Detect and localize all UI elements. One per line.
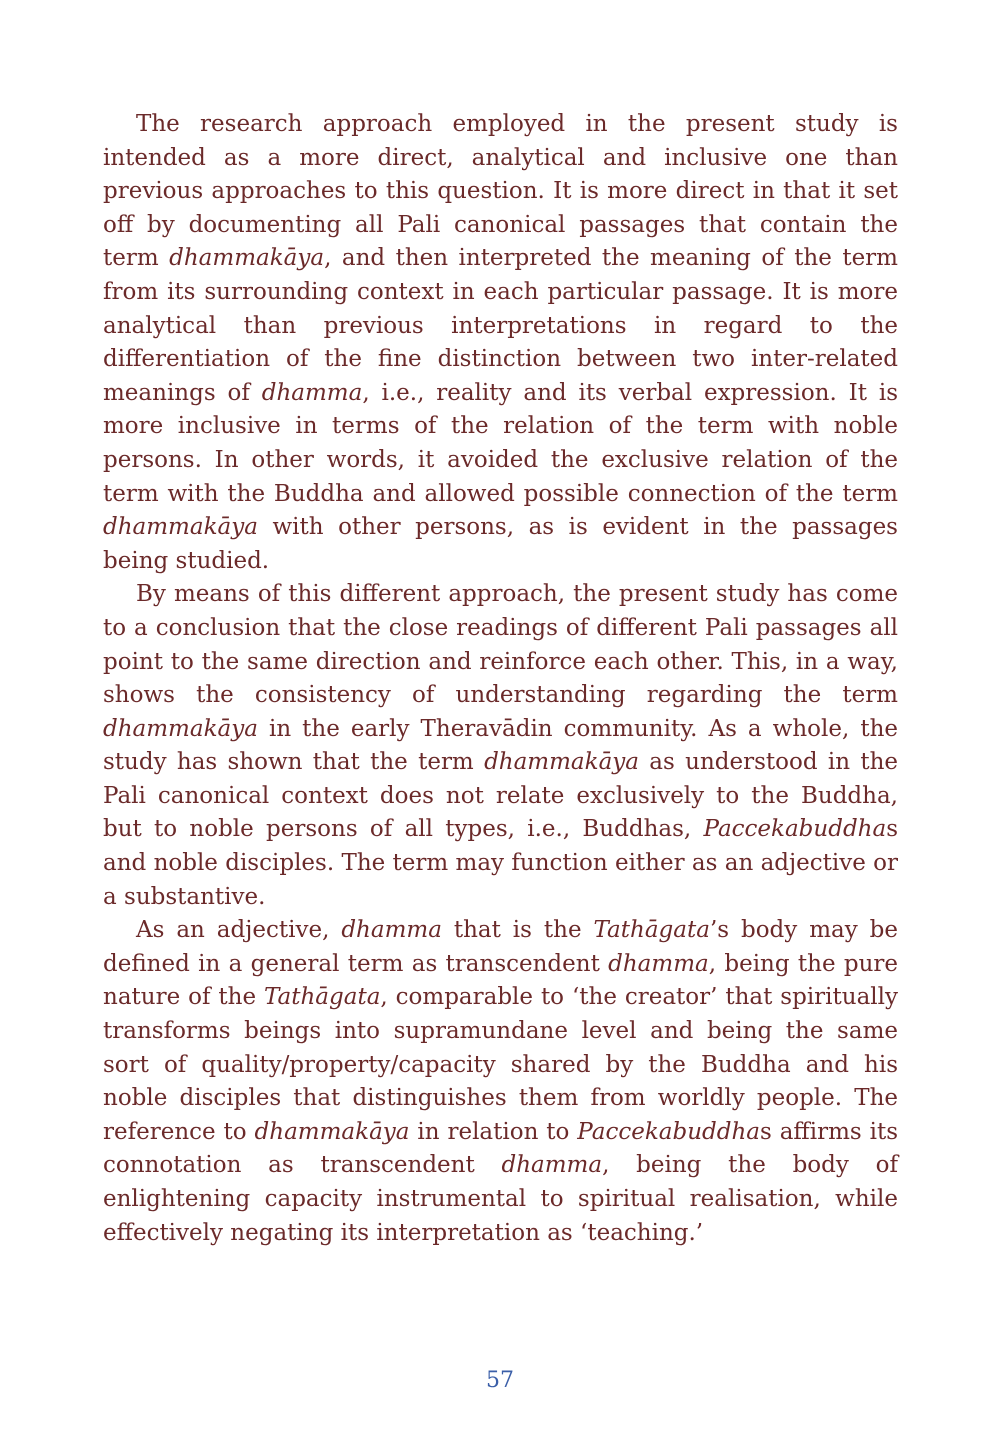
paragraph-1 bbox=[103, 108, 898, 578]
paragraph-3 bbox=[103, 914, 898, 1250]
text-run: , i.e., reality and its verbal expression. It is more inclusive in terms of the relation of the term with noble persons. In other words, it avoided the exclusive relation of the term with the Buddha and allowed possible connection of the term bbox=[103, 379, 899, 507]
text-run: , comparable to ‘the creator’ that spiritually transforms beings into supramundane level and being the same sort of quality/property/capacity shared by the Buddha and his noble disciples that distinguishes them from worldly people. The reference to bbox=[103, 984, 898, 1145]
text-run: The research approach employed in the present study is intended as a more direct, analytical and inclusive one than previous approaches to this question. It is more direct in that it set off by documenting all Pali canonical passages that contain the term bbox=[103, 111, 898, 272]
italic-term: Paccekabuddha bbox=[703, 816, 887, 843]
page-number: 57 bbox=[486, 1368, 514, 1393]
text-run: , being the body of enlightening capacity instrumental to spiritual realisation, while effectively negating its interpretation as ‘teaching.’ bbox=[103, 1152, 898, 1246]
italic-term: Tathāgata bbox=[263, 984, 381, 1011]
text-run: s and noble disciples. The term may function either as an adjective or a substantive. bbox=[103, 816, 898, 910]
body-text bbox=[103, 108, 898, 1250]
text-run: with other persons, as is evident in the passages being studied. bbox=[103, 514, 898, 574]
text-run: As an adjective, bbox=[136, 917, 342, 944]
italic-term: dhammakāya bbox=[254, 1118, 410, 1145]
italic-term: dhamma bbox=[261, 379, 363, 406]
italic-term: dhamma bbox=[608, 950, 709, 977]
italic-term: dhammakāya bbox=[484, 749, 639, 776]
italic-term: Paccekabuddha bbox=[577, 1118, 760, 1145]
paragraph-2 bbox=[103, 578, 898, 914]
italic-term: dhamma bbox=[501, 1152, 603, 1179]
text-run: ’s body may be defined in a general term as transcendent bbox=[103, 917, 898, 977]
italic-term: Tathāgata bbox=[593, 917, 710, 944]
italic-term: dhammakāya bbox=[169, 245, 325, 272]
text-run: in relation to bbox=[409, 1118, 578, 1145]
text-run: s affirms its connotation as transcendent bbox=[103, 1118, 899, 1179]
text-run: , being the pure nature of the bbox=[103, 950, 899, 1011]
text-run: as understood in the Pali canonical context does not relate exclusively to the Buddha, but to noble persons of all types, i.e., Buddhas, bbox=[103, 749, 899, 843]
italic-term: dhammakāya bbox=[103, 715, 258, 742]
text-run: By means of this different approach, the present study has come to a conclusion that the close readings of different Pali passages all point to the same direction and reinforce each other. This, in a way, shows the consistency of understanding regarding the term bbox=[103, 581, 898, 709]
italic-term: dhamma bbox=[341, 917, 442, 944]
text-run: , and then interpreted the meaning of the term from its surrounding context in each particular passage. It is more analytical than previous interpretations in regard to the differentiation of the fine distinction between two inter-related meanings of bbox=[103, 245, 898, 406]
text-run: in the early Theravādin community. As a whole, the study has shown that the term bbox=[103, 715, 898, 776]
text-run: that is the bbox=[441, 917, 594, 944]
italic-term: dhammakāya bbox=[103, 514, 258, 541]
